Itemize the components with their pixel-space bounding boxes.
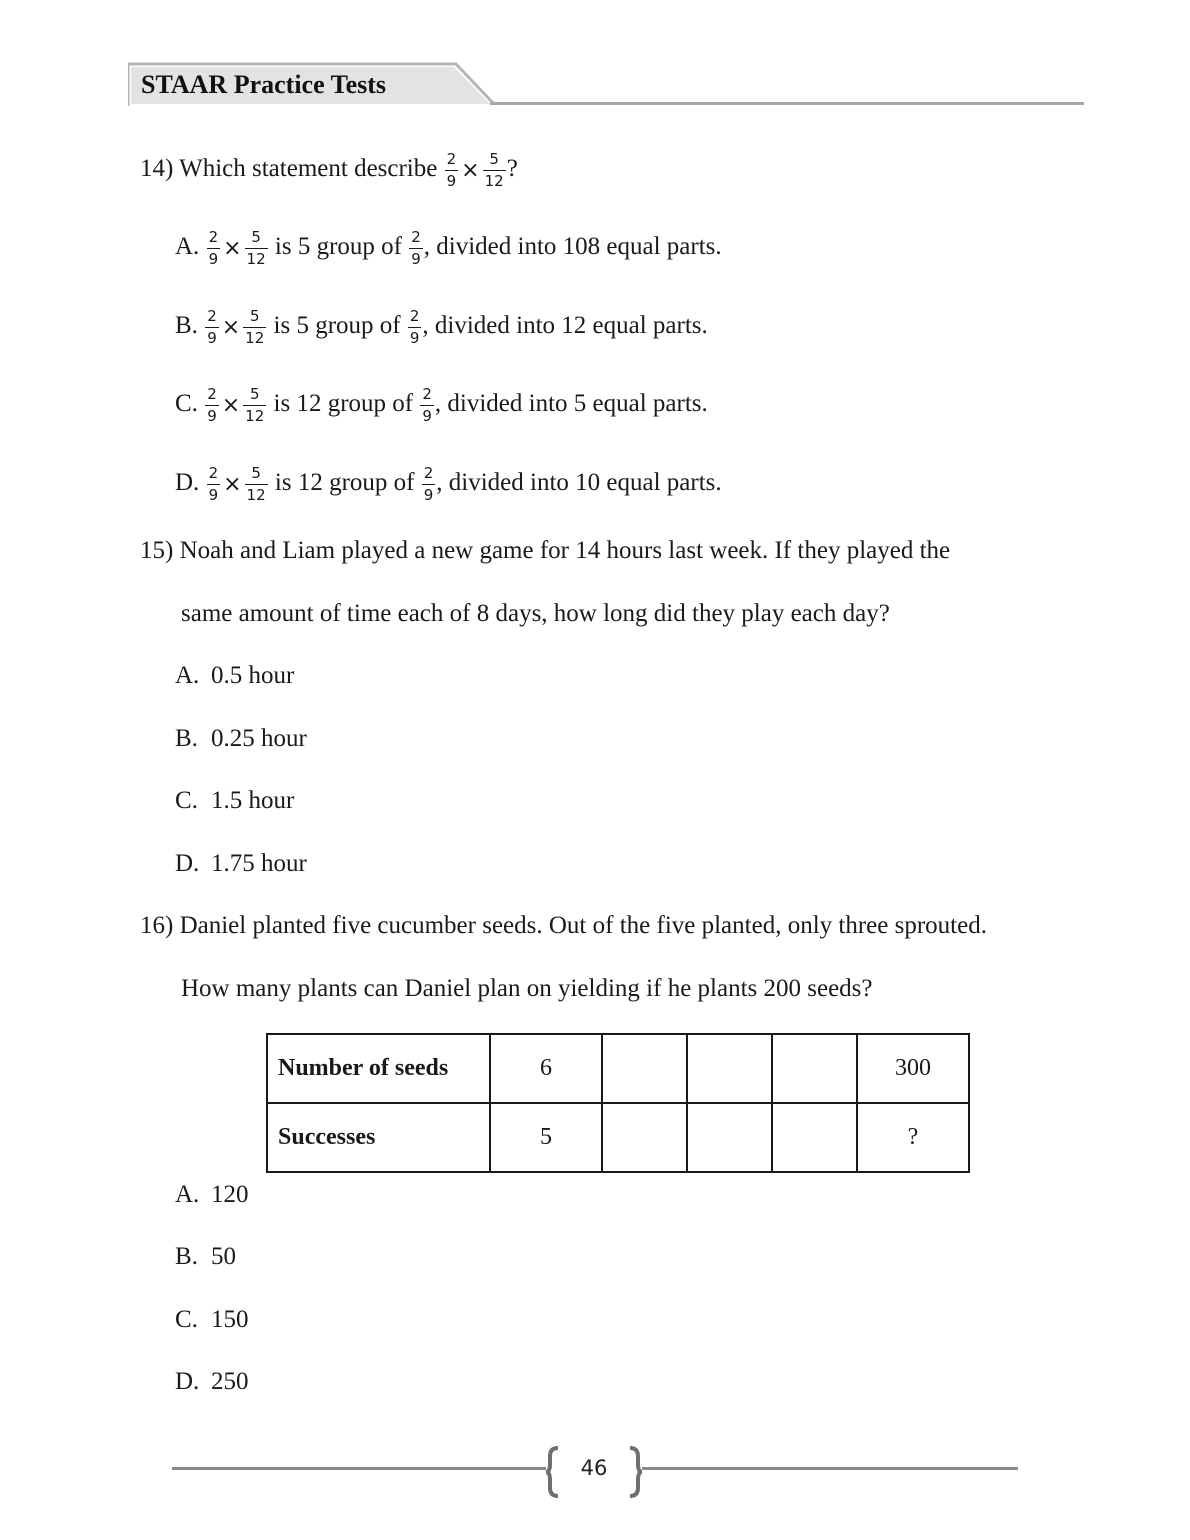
frac-num: 2 [408,309,422,328]
frac-num: 2 [207,230,221,249]
q15-option-a[interactable] [175,663,294,688]
frac-num: 2 [205,309,219,328]
frac-den: 12 [245,407,265,425]
frac-den: 12 [245,329,265,347]
q16-option-d[interactable] [175,1369,249,1394]
frac-den: 12 [484,172,504,190]
table-cell [602,1103,687,1172]
option-text: is 5 group of [273,312,401,340]
q14-option-c[interactable] [175,387,708,424]
option-text: 50 [211,1243,236,1270]
option-text: , divided into 12 equal parts. [422,312,708,340]
frac-num: 5 [245,466,268,485]
frac-den: 9 [411,250,421,268]
frac-num: 5 [483,152,506,171]
seeds-ratio-table [266,1033,970,1173]
header-rule [490,102,1084,105]
frac-num: 5 [243,387,266,406]
times-symbol: × [223,235,242,261]
option-letter: D. [175,850,200,877]
question-16-prompt-line1: 16) Daniel planted five cucumber seeds. Out of the five planted, only three sprouted. [140,912,987,939]
frac-num: 2 [445,152,459,171]
frac-num: 2 [420,387,434,406]
option-text: 1.5 hour [211,787,295,814]
frac-den: 9 [423,486,434,504]
option-letter: A. [175,1181,200,1208]
question-15-prompt-line2: same amount of time each of 8 days, how long did they play each day? [181,600,890,627]
frac-den: 9 [208,250,219,268]
option-letter: B. [175,1243,198,1270]
table-cell [687,1034,772,1103]
question-16-prompt-line2: How many plants can Daniel plan on yielding if he plants 200 seeds? [181,975,873,1002]
q14-option-b[interactable] [175,309,708,346]
frac-den: 12 [246,486,266,504]
option-text: , divided into 5 equal parts. [434,390,708,418]
times-symbol: × [221,314,241,340]
times-symbol: × [461,157,480,183]
option-text: is 12 group of [274,469,415,497]
frac-num: 2 [409,230,423,249]
fraction-two-ninths [408,309,422,346]
option-text: 150 [211,1306,249,1333]
option-text: is 12 group of [273,390,414,418]
frac-den: 9 [207,329,217,347]
table-row-successes [267,1103,969,1172]
option-text: , divided into 108 equal parts. [423,233,722,261]
table-cell: ? [857,1103,969,1172]
frac-num: 2 [205,387,219,406]
q14-option-a[interactable] [175,230,722,267]
footer-rule-left [172,1467,546,1470]
fraction-two-ninths [420,387,434,424]
q15-option-c[interactable] [175,788,294,813]
frac-den: 9 [207,407,217,425]
table-cell: 300 [857,1034,969,1103]
fraction-five-twelfths [245,230,268,267]
option-letter: A. [175,233,200,261]
fraction-five-twelfths [245,466,268,503]
option-letter: A. [175,662,200,689]
frac-num: 5 [243,309,266,328]
fraction-two-ninths [207,466,221,503]
option-letter: B. [175,312,198,340]
fraction-five-twelfths [243,387,266,424]
option-letter: D. [175,469,200,497]
table-row-seeds [267,1034,969,1103]
option-text: 120 [211,1181,249,1208]
question-15-prompt-line1: 15) Noah and Liam played a new game for 14 hours last week. If they played the [140,537,951,564]
option-text: , divided into 10 equal parts. [436,469,722,497]
option-text: 0.5 hour [211,662,295,689]
fraction-two-ninths [422,466,436,503]
table-cell: 5 [490,1103,602,1172]
fraction-five-twelfths [243,309,266,346]
row-header: Successes [267,1103,490,1172]
frac-den: 9 [208,486,219,504]
fraction-two-ninths [409,230,423,267]
option-text: 0.25 hour [211,725,307,752]
option-letter: D. [175,1368,200,1395]
option-text: 1.75 hour [211,850,307,877]
fraction-two-ninths [207,230,221,267]
frac-num: 2 [207,466,221,485]
times-symbol: × [223,471,242,497]
table-cell [602,1034,687,1103]
option-letter: C. [175,787,198,814]
page-number: 46 [580,1456,608,1480]
table-cell [687,1103,772,1172]
footer-rule-right [642,1467,1018,1470]
table-cell [772,1034,857,1103]
q16-option-a[interactable] [175,1182,249,1207]
table-cell [772,1103,857,1172]
question-14-prompt [140,152,518,189]
option-letter: B. [175,725,198,752]
q15-option-b[interactable] [175,726,307,751]
fraction-five-twelfths [483,152,506,189]
q15-option-d[interactable] [175,851,307,876]
frac-den: 9 [409,329,420,347]
question-14-prefix: 14) Which statement describe [140,155,438,183]
frac-num: 2 [422,466,436,485]
fraction-two-ninths [445,152,459,189]
option-letter: C. [175,390,198,418]
q16-option-c[interactable] [175,1307,249,1332]
frac-den: 9 [422,407,432,425]
fraction-two-ninths [205,309,219,346]
frac-den: 12 [246,250,266,268]
q14-option-d[interactable] [175,466,722,503]
times-symbol: × [221,392,241,418]
frac-num: 5 [245,230,268,249]
row-header: Number of seeds [267,1034,490,1103]
question-14-suffix: ? [506,155,518,183]
frac-den: 9 [446,172,457,190]
table-cell: 6 [490,1034,602,1103]
option-text: 250 [211,1368,249,1395]
option-text: is 5 group of [274,233,402,261]
q16-option-b[interactable] [175,1244,236,1269]
fraction-two-ninths [205,387,219,424]
option-letter: C. [175,1306,198,1333]
header-title: STAAR Practice Tests [141,70,387,99]
